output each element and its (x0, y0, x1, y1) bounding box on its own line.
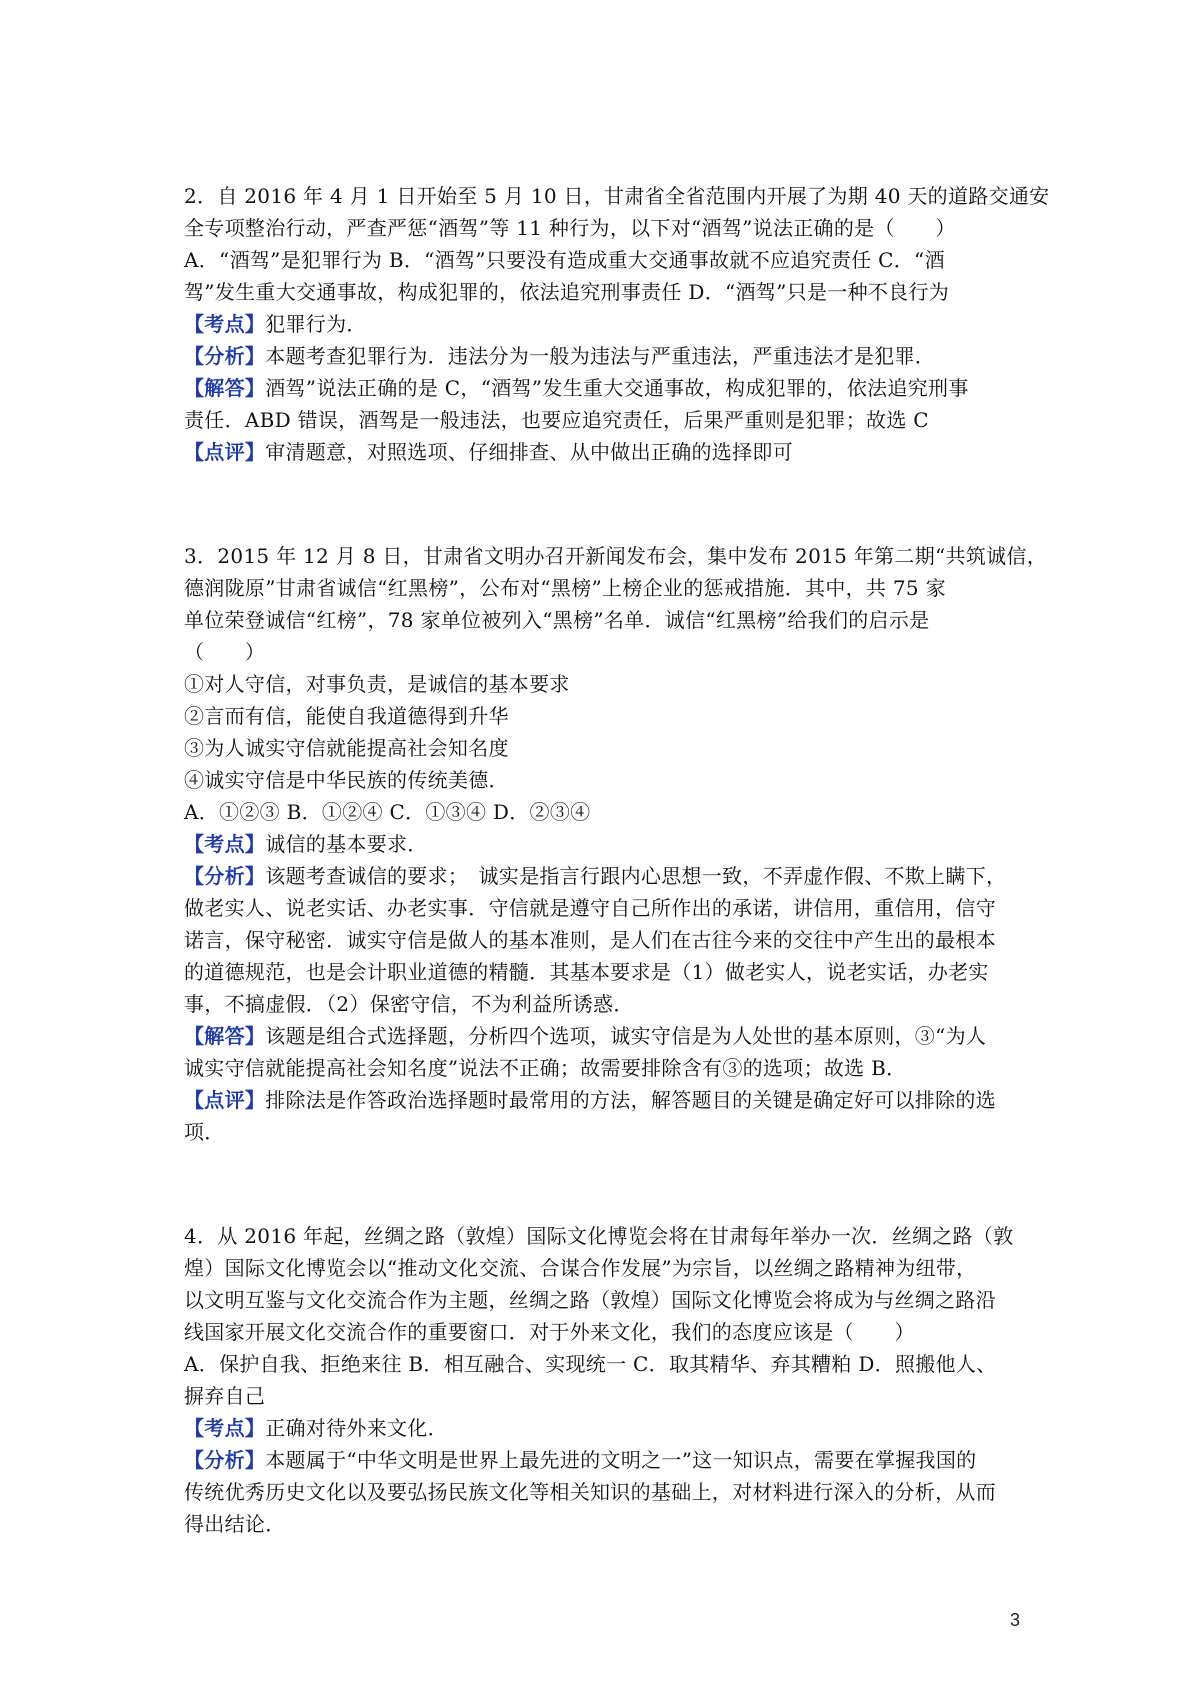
jieda-tag: 【解答】 (184, 1024, 266, 1048)
section-text: 该题考查诚信的要求； 诚实是指言行跟内心思想一致，不弄虚作假、不欺上瞒下， (265, 864, 1007, 888)
page-number: 3 (1010, 1610, 1021, 1630)
question-line: 德润陇原”甘肃省诚信“红黑榜”，公布对“黑榜”上榜企业的惩戒措施．其中，共 75 家 (184, 576, 946, 600)
section-continuation: 项． (184, 1120, 225, 1144)
kaodian-section (184, 308, 1024, 340)
section-text: 本题属于“中华文明是世界上最先进的文明之一”这一知识点，需要在掌握我国的 (265, 1448, 977, 1472)
fenxi-section (184, 340, 1024, 372)
fenxi-tag: 【分析】 (184, 344, 266, 368)
section-text: 酒驾”说法正确的是 C，“酒驾”发生重大交通事故，构成犯罪的，依法追究刑事 (265, 376, 969, 400)
fenxi-section (184, 860, 1024, 892)
fenxi-tag: 【分析】 (184, 864, 266, 888)
section-continuation: 传统优秀历史文化以及要弘扬民族文化等相关知识的基础上，对材料进行深入的分析，从而 (184, 1480, 996, 1504)
kaodian-section (184, 1412, 1024, 1444)
section-text: 诚信的基本要求． (265, 832, 428, 856)
section-continuation: 诺言，保守秘密．诚实守信是做人的基本准则，是人们在古往今来的交往中产生出的最根本 (184, 928, 996, 952)
section-text: 犯罪行为． (265, 312, 367, 336)
fenxi-tag: 【分析】 (184, 1448, 266, 1472)
question-2 (184, 180, 1050, 468)
jieda-section (184, 372, 1024, 404)
document-body (184, 180, 1050, 1540)
section-continuation: 事，不搞虚假．（2）保密守信，不为利益所诱惑． (184, 992, 634, 1016)
kaodian-tag: 【考点】 (184, 312, 266, 336)
dianping-tag: 【点评】 (184, 440, 266, 464)
kaodian-section (184, 828, 1024, 860)
section-text: 排除法是作答政治选择题时最常用的方法，解答题目的关键是确定好可以排除的选 (265, 1088, 997, 1112)
question-line: 4．从 2016 年起，丝绸之路（敦煌）国际文化博览会将在甘肃每年举办一次．丝绸之路（敦 (184, 1224, 1014, 1248)
dianping-section (184, 436, 1024, 468)
statement-line: ②言而有信，能使自我道德得到升华 (184, 704, 509, 728)
kaodian-tag: 【考点】 (184, 832, 266, 856)
section-continuation: 得出结论． (184, 1512, 286, 1536)
section-text: 该题是组合式选择题，分析四个选项，诚实守信是为人处世的基本原则，③“为人 (265, 1024, 987, 1048)
dianping-tag: 【点评】 (184, 1088, 266, 1112)
statement-line: ③为人诚实守信就能提高社会知名度 (184, 736, 509, 760)
section-continuation: 做老实人、说老实话、办老实事．守信就是遵守自己所作出的承诺，讲信用，重信用，信守 (184, 896, 996, 920)
section-continuation: 诚实守信就能提高社会知名度”说法不正确；故需要排除含有③的选项；故选 B． (184, 1056, 907, 1080)
option-line: 驾”发生重大交通事故，构成犯罪的，依法追究刑事责任 D．“酒驾”只是一种不良行为 (184, 280, 950, 304)
question-line: 煌）国际文化博览会以“推动文化交流、合谋合作发展”为宗旨，以丝绸之路精神为纽带， (184, 1256, 977, 1280)
section-text: 审清题意，对照选项、仔细排查、从中做出正确的选择即可 (265, 440, 794, 464)
option-line: A．①②③ B．①②④ C．①③④ D．②③④ (184, 800, 591, 824)
statement-line: ④诚实守信是中华民族的传统美德． (184, 768, 509, 792)
section-continuation: 的道德规范，也是会计职业道德的精髓．其基本要求是（1）做老实人，说老实话，办老实 (184, 960, 989, 984)
jieda-section (184, 1020, 1024, 1052)
kaodian-tag: 【考点】 (184, 1416, 266, 1440)
question-line: 线国家开展文化交流合作的重要窗口．对于外来文化，我们的态度应该是（ ） (184, 1320, 915, 1344)
section-continuation: 责任．ABD 错误，酒驾是一般违法，也要应追究责任，后果严重则是犯罪；故选 C (184, 408, 929, 432)
question-line: 全专项整治行动，严查严惩“酒驾”等 11 种行为，以下对“酒驾”说法正确的是（ ） (184, 216, 956, 240)
jieda-tag: 【解答】 (184, 376, 266, 400)
statement-line: ①对人守信，对事负责，是诚信的基本要求 (184, 672, 570, 696)
section-text: 本题考查犯罪行为．违法分为一般为违法与严重违法，严重违法才是犯罪． (265, 344, 936, 368)
fenxi-section (184, 1444, 1024, 1476)
question-3 (184, 540, 1048, 1148)
option-line: 摒弃自己 (184, 1384, 266, 1408)
question-line: （ ） (184, 640, 266, 664)
section-text: 正确对待外来文化． (265, 1416, 448, 1440)
question-line: 以文明互鉴与文化交流合作为主题，丝绸之路（敦煌）国际文化博览会将成为与丝绸之路沿 (184, 1288, 996, 1312)
question-line: 2．自 2016 年 4 月 1 日开始至 5 月 10 日，甘肃省全省范围内开展了为期 40 天的道路交通安 (184, 184, 1050, 208)
option-line: A．保护自我、拒绝来往 B．相互融合、实现统一 C．取其精华、弃其糟粕 D．照搬他人、 (184, 1352, 997, 1376)
question-4 (184, 1220, 1024, 1540)
dianping-section (184, 1084, 1024, 1116)
option-line: A．“酒驾”是犯罪行为 B．“酒驾”只要没有造成重大交通事故就不应追究责任 C．“酒 (184, 248, 945, 272)
question-line: 3．2015 年 12 月 8 日，甘肃省文明办召开新闻发布会，集中发布 2015 年第二期“共筑诚信， (184, 544, 1048, 568)
question-line: 单位荣登诚信“红榜”，78 家单位被列入“黑榜”名单．诚信“红黑榜”给我们的启示是 (184, 608, 930, 632)
